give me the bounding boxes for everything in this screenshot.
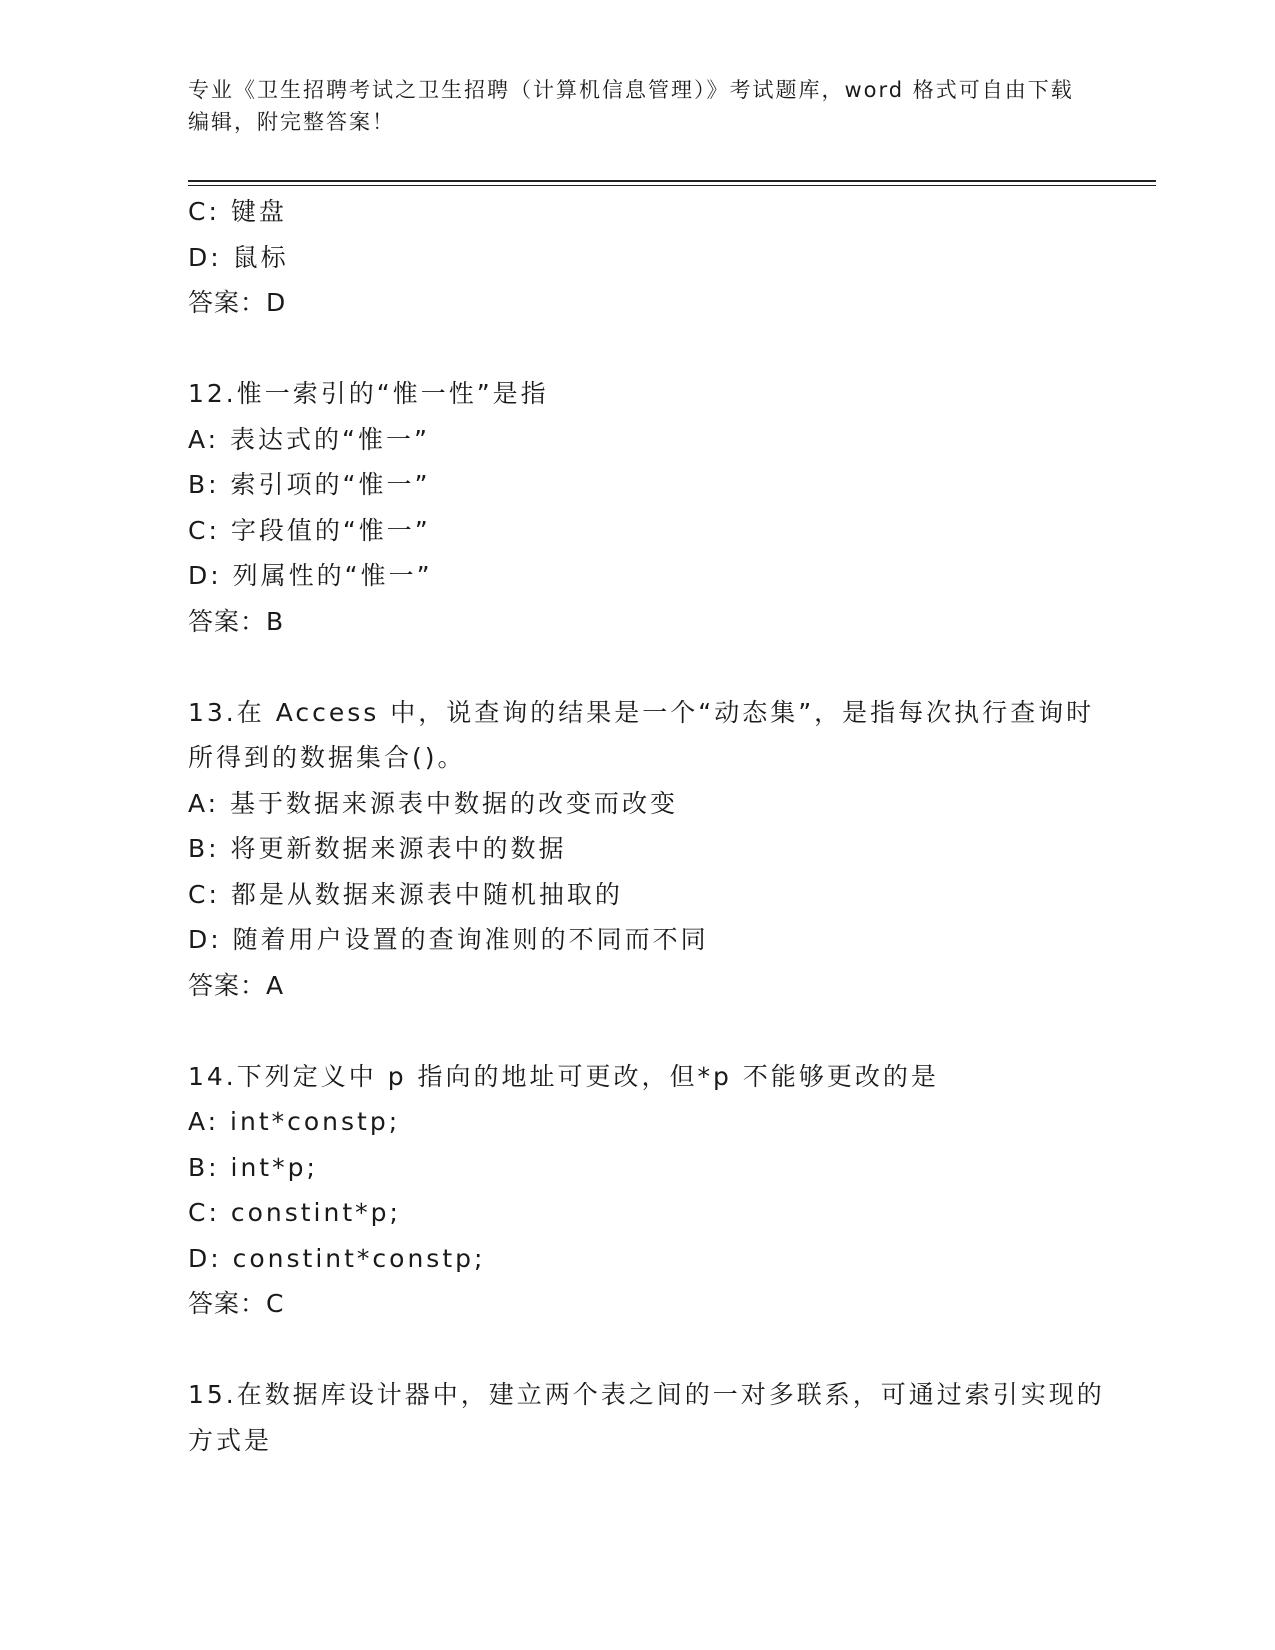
- answer: 答案：A: [188, 970, 285, 1000]
- option-c: C: constint*p;: [188, 1198, 401, 1227]
- option-c: C: 键盘: [188, 197, 287, 226]
- option-a: A: int*constp;: [188, 1107, 401, 1136]
- question-stem-15: 15.在数据库设计器中，建立两个表之间的一对多联系，可通过索引实现的方式是: [188, 1380, 1105, 1455]
- option-a: A: 表达式的“惟一”: [188, 424, 430, 454]
- option-c: C: 都是从数据来源表中随机抽取的: [188, 879, 623, 909]
- page-header: 专业《卫生招聘考试之卫生招聘（计算机信息管理）》考试题库，word 格式可自由下载编辑，附完整答案！: [188, 78, 1074, 134]
- question-stem-13: 13.在 Access 中，说查询的结果是一个“动态集”，是指每次执行查询时所得到的数据集合()。: [188, 697, 1095, 772]
- option-b: B: int*p;: [188, 1152, 318, 1182]
- option-d: D: constint*constp;: [188, 1243, 486, 1273]
- option-d: D: 鼠标: [188, 242, 289, 272]
- question-stem-14: 14.下列定义中 p 指向的地址可更改，但*p 不能够更改的是: [188, 1061, 939, 1091]
- header-divider: [188, 180, 1156, 182]
- answer: 答案：C: [188, 1289, 285, 1318]
- header-divider-thin: [188, 185, 1156, 186]
- question-list: [188, 189, 1108, 1463]
- option-b: B: 索引项的“惟一”: [188, 470, 431, 499]
- answer: 答案：D: [188, 288, 287, 317]
- option-a: A: 基于数据来源表中数据的改变而改变: [188, 788, 679, 818]
- answer: 答案：B: [188, 606, 285, 636]
- option-b: B: 将更新数据来源表中的数据: [188, 834, 567, 863]
- option-d: D: 随着用户设置的查询准则的不同而不同: [188, 925, 709, 954]
- option-c: C: 字段值的“惟一”: [188, 515, 431, 545]
- option-d: D: 列属性的“惟一”: [188, 561, 433, 590]
- question-stem-12: 12.惟一索引的“惟一性”是指: [188, 379, 549, 408]
